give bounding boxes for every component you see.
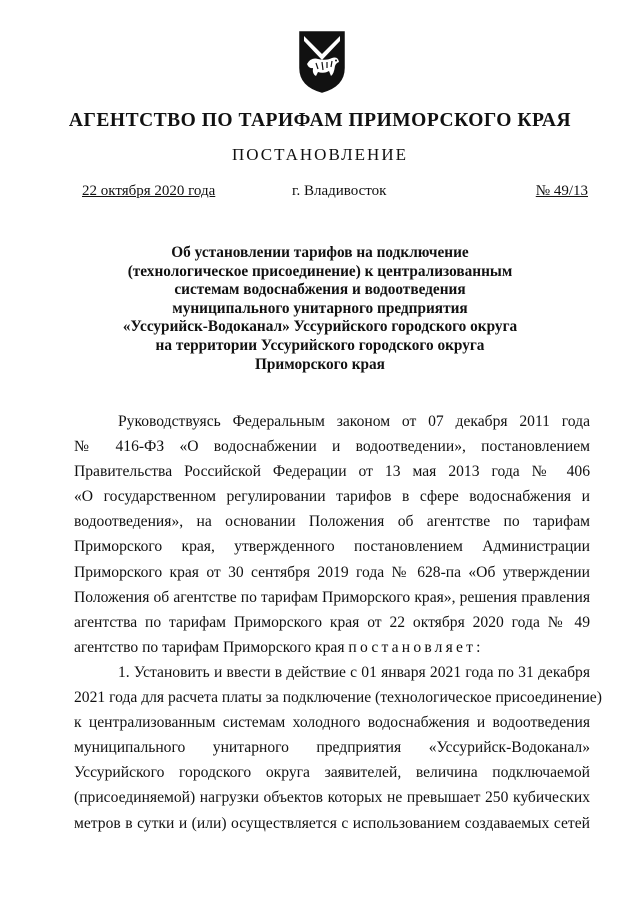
body-line-prefix: агентство по тарифам Приморского края [74, 638, 349, 656]
item-line: к централизованным системам холодного водоснабжения и водоотведения [74, 714, 590, 732]
decree-word: постановляет: [348, 638, 484, 656]
title-line: «Уссурийск-Водоканал» Уссурийского городского округа [122, 318, 518, 336]
item-line: Уссурийского городского округа заявителей, величина подключаемой [74, 764, 590, 782]
title-line: на территории Уссурийского городского округа [155, 336, 485, 354]
body-line: «О государственном регулировании тарифов в сфере водоснабжения и [74, 488, 590, 506]
item-line: муниципального унитарного предприятия «Уссурийск-Водоканал» [74, 739, 590, 757]
item-line: (присоединяемой) нагрузки объектов которых не превышает 250 кубических [74, 789, 590, 807]
body-line: Приморского края от 30 сентября 2019 года № 628-па «Об утверждении [74, 563, 590, 581]
body-line-decree [74, 635, 590, 660]
title-line: (технологическое присоединение) к централизованным [127, 262, 513, 280]
body-line: Приморского края, утвержденного постановлением Администрации [74, 538, 590, 556]
body-line: Правительства Российской Федерации от 13 мая 2013 года № 406 [74, 463, 590, 481]
agency-name: АГЕНТСТВО ПО ТАРИФАМ ПРИМОРСКОГО КРАЯ [68, 110, 572, 131]
item-line: 2021 года для расчета платы за подключение (технологическое присоединение) [74, 689, 602, 707]
document-title [70, 244, 570, 374]
title-line: Об установлении тарифов на подключение [171, 244, 469, 261]
coat-of-arms-icon [298, 30, 346, 94]
title-line: Приморского края [255, 355, 385, 373]
body-line: водоотведения», на основании Положения об агентстве по тарифам [74, 513, 590, 531]
document-date: 22 октября 2020 года [82, 183, 216, 199]
body-line: Руководствуясь Федеральным законом от 07 декабря 2011 года [118, 413, 590, 430]
document-city: г. Владивосток [292, 183, 387, 199]
title-line: системам водоснабжения и водоотведения [174, 281, 466, 299]
body-line: № 416-ФЗ «О водоснабжении и водоотведении», постановлением [74, 438, 590, 456]
document-body [74, 409, 602, 836]
item-line: метров в сутки и (или) осуществляется с использованием создаваемых сетей [74, 814, 590, 832]
title-line: муниципального унитарного предприятия [172, 299, 468, 317]
document-type: ПОСТАНОВЛЕНИЕ [231, 145, 408, 164]
body-line: агентства по тарифам Приморского края от 22 октября 2020 года № 49 [74, 613, 590, 631]
document-number: № 49/13 [535, 183, 588, 199]
body-line: Положения об агентстве по тарифам Приморского края», решения правления [74, 588, 590, 606]
item-line: 1. Установить и ввести в действие с 01 января 2021 года по 31 декабря [118, 663, 590, 681]
